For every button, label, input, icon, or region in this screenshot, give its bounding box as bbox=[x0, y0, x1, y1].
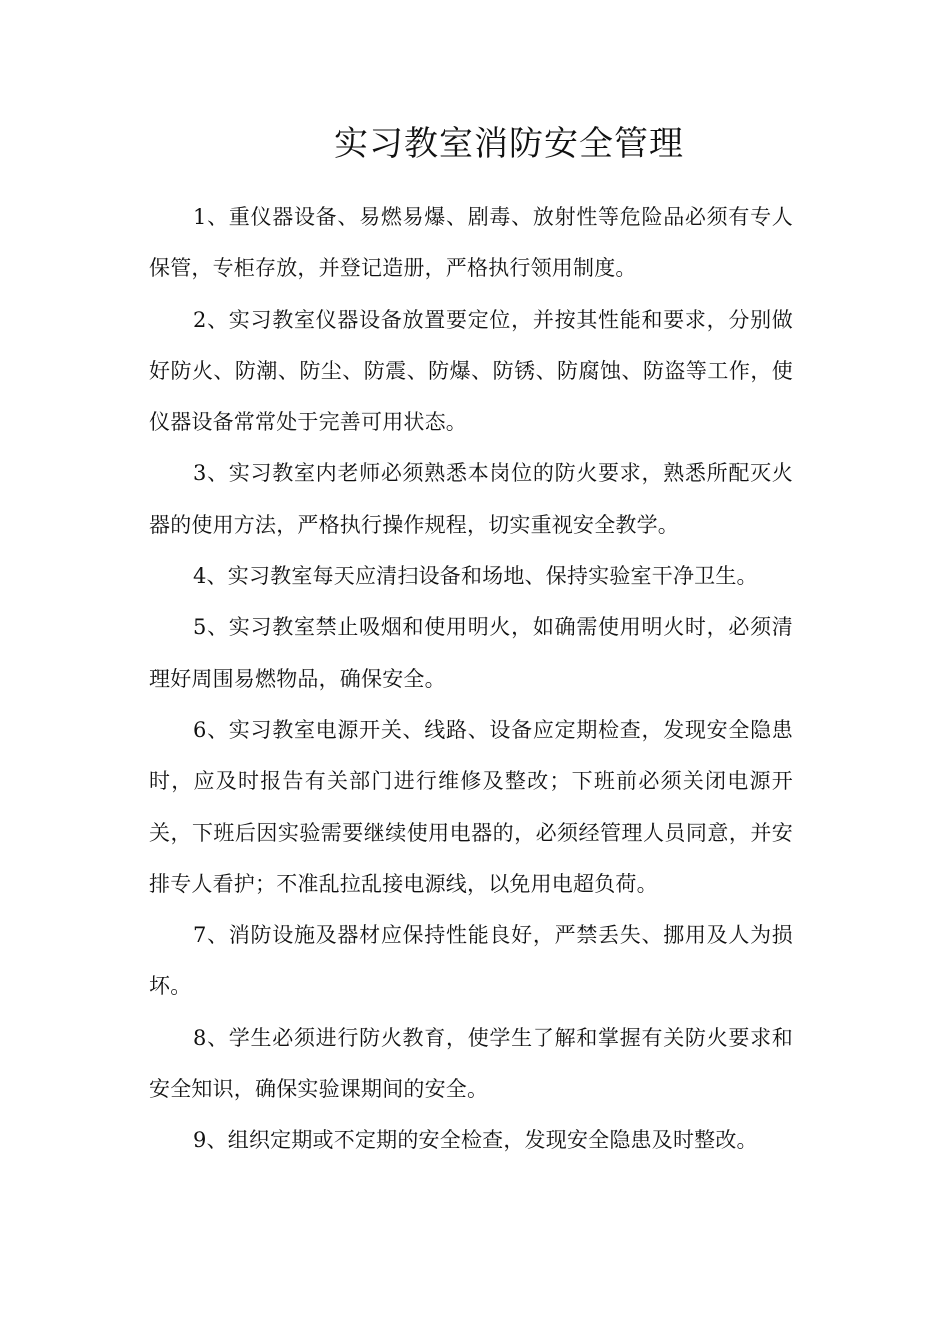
paragraph-1: 1、重仪器设备、易燃易爆、剧毒、放射性等危险品必须有专人保管，专柜存放，并登记造册，严格执行领用制度。 bbox=[149, 205, 793, 281]
paragraph-8: 8、学生必须进行防火教育，使学生了解和掌握有关防火要求和安全知识，确保实验课期间的安全。 bbox=[149, 1025, 793, 1102]
paragraph-9: 9、组织定期或不定期的安全检查，发现安全隐患及时整改。 bbox=[193, 1128, 758, 1153]
paragraph-2: 2、实习教室仪器设备放置要定位，并按其性能和要求，分别做好防火、防潮、防尘、防震、防爆、防锈、防腐蚀、防盗等工作，使仪器设备常常处于完善可用状态。 bbox=[149, 307, 793, 435]
paragraph-3: 3、实习教室内老师必须熟悉本岗位的防火要求，熟悉所配灭火器的使用方法，严格执行操作规程，切实重视安全教学。 bbox=[149, 461, 793, 537]
paragraph-6: 6、实习教室电源开关、线路、设备应定期检查，发现安全隐患时，应及时报告有关部门进行维修及整改；下班前必须关闭电源开关，下班后因实验需要继续使用电器的，必须经管理人员同意，并安排专人看护；不准乱拉乱接电源线，以免用电超负荷。 bbox=[149, 717, 793, 896]
document-body bbox=[149, 192, 793, 1167]
paragraph-7: 7、消防设施及器材应保持性能良好，严禁丢失、挪用及人为损坏。 bbox=[149, 923, 793, 999]
paragraph-5: 5、实习教室禁止吸烟和使用明火，如确需使用明火时，必须清理好周围易燃物品，确保安全。 bbox=[149, 615, 793, 691]
document-title: 实习教室消防安全管理 bbox=[334, 124, 684, 164]
paragraph-4: 4、实习教室每天应清扫设备和场地、保持实验室干净卫生。 bbox=[193, 564, 758, 589]
